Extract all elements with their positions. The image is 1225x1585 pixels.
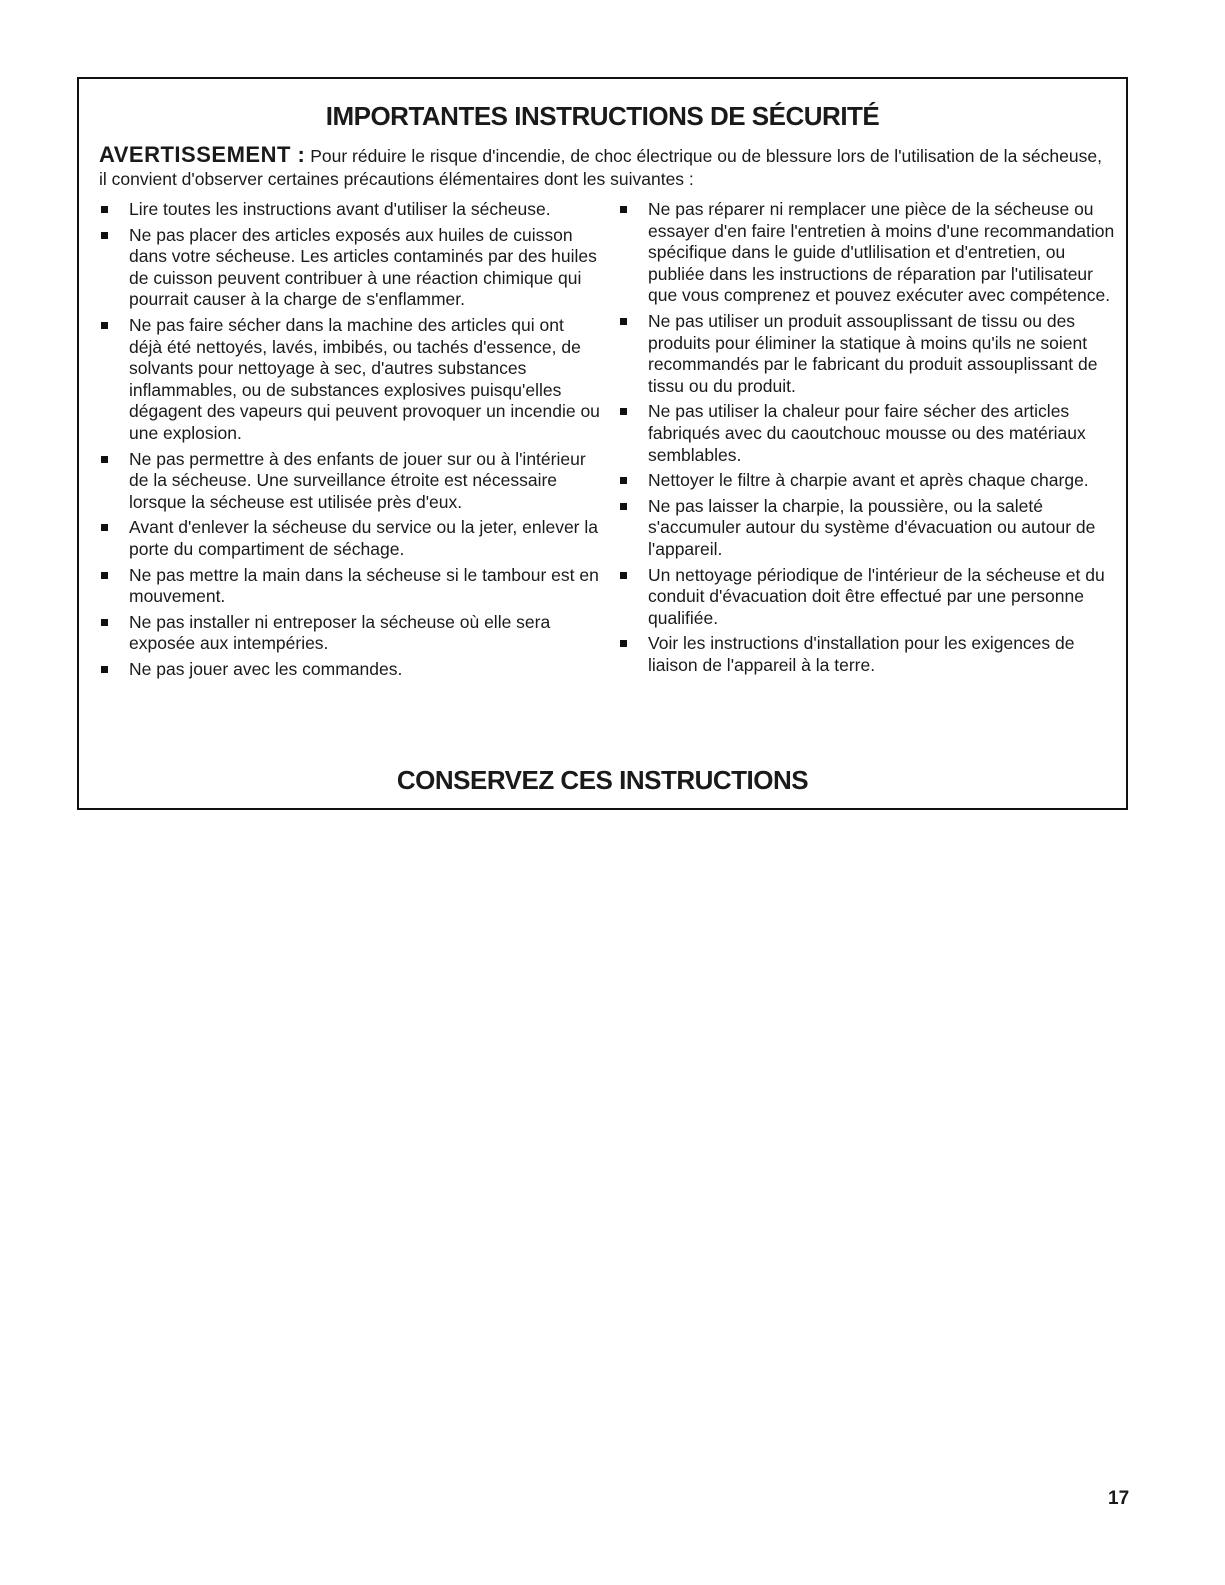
instruction-item <box>620 565 1120 630</box>
square-bullet-icon <box>620 640 627 647</box>
square-bullet-icon <box>620 408 627 415</box>
instruction-item <box>101 517 601 560</box>
instruction-text: Ne pas jouer avec les commandes. <box>129 658 403 679</box>
instruction-text: Ne pas utiliser un produit assouplissant de tissu ou des produits pour éliminer la statique à moins qu'ils ne soient recommandés par le fabricant du produit assouplissant de tissu ou du produit. <box>648 310 1098 396</box>
instruction-text: Avant d'enlever la sécheuse du service ou la jeter, enlever la porte du compartiment de séchage. <box>129 517 598 559</box>
square-bullet-icon <box>101 232 108 239</box>
right-instructions-list <box>620 199 1120 680</box>
instruction-text: Lire toutes les instructions avant d'utiliser la sécheuse. <box>129 199 551 219</box>
instruction-item <box>620 496 1120 561</box>
left-instructions-list <box>101 199 601 684</box>
warning-paragraph <box>99 143 1106 191</box>
instruction-item <box>101 225 601 311</box>
instruction-item <box>620 633 1120 676</box>
square-bullet-icon <box>620 318 627 325</box>
instruction-item <box>101 612 601 655</box>
instruction-text: Ne pas laisser la charpie, la poussière, ou la saleté s'accumuler autour du système d'évacuation ou autour de l'appareil. <box>648 495 1096 559</box>
instruction-item <box>620 401 1120 466</box>
square-bullet-icon <box>101 322 108 329</box>
instruction-item <box>101 449 601 514</box>
instruction-text: Ne pas permettre à des enfants de jouer sur ou à l'intérieur de la sécheuse. Une surveillance étroite est nécessaire lorsque la sécheuse est utilisée près d'eux. <box>129 448 586 512</box>
instruction-text: Ne pas réparer ni remplacer une pièce de la sécheuse ou essayer d'en faire l'entretien à moins d'une recommandation spécifique dans le guide d'utlilisation et d'entretien, ou publiée dans les instructions de réparation par l'utilisateur que vous comprenez et pouvez exécuter avec compétence. <box>648 199 1115 306</box>
instruction-item <box>101 315 601 445</box>
instruction-text: Ne pas placer des articles exposés aux huiles de cuisson dans votre sécheuse. Les articles contaminés par des huiles de cuisson peuvent contribuer à une réaction chimique qui pourrait causer à la charge de s'enflammer. <box>129 224 597 310</box>
square-bullet-icon <box>101 206 108 213</box>
warning-text: Pour réduire le risque d'incendie, de choc électrique ou de blessure lors de l'utilisation de la sécheuse, il convient d'observer certaines précautions élémentaires dont les suivantes : <box>99 146 1102 189</box>
instruction-item <box>101 659 601 681</box>
warning-label: AVERTISSEMENT : <box>99 142 306 167</box>
instruction-text: Nettoyer le filtre à charpie avant et après chaque charge. <box>648 470 1089 491</box>
instruction-item <box>620 199 1120 307</box>
instruction-text: Ne pas installer ni entreposer la sécheuse où elle sera exposée aux intempéries. <box>129 611 551 654</box>
square-bullet-icon <box>620 572 627 579</box>
save-instructions-title: CONSERVEZ CES INSTRUCTIONS <box>396 765 809 795</box>
square-bullet-icon <box>101 456 108 463</box>
square-bullet-icon <box>620 503 627 510</box>
square-bullet-icon <box>101 572 108 579</box>
instruction-text: Voir les instructions d'installation pour les exigences de liaison de l'appareil à la terre. <box>648 633 1075 675</box>
square-bullet-icon <box>620 206 627 213</box>
instruction-text: Ne pas mettre la main dans la sécheuse si le tambour est en mouvement. <box>129 564 599 607</box>
instruction-item <box>101 565 601 608</box>
instruction-item <box>620 311 1120 397</box>
square-bullet-icon <box>101 619 108 626</box>
instruction-item <box>620 470 1120 492</box>
square-bullet-icon <box>101 666 108 673</box>
safety-instructions-box <box>77 77 1128 810</box>
instruction-item <box>101 199 601 221</box>
square-bullet-icon <box>620 477 627 484</box>
page-number: 17 <box>1108 1488 1130 1509</box>
instruction-text: Ne pas faire sécher dans la machine des articles qui ont déjà été nettoyés, lavés, imbibés, ou tachés d'essence, de solvants pour nettoyage à sec, d'autres substances inflammables, ou de substances explosives puisqu'elles dégagent des vapeurs qui peuvent provoquer un incendie ou une explosion. <box>129 314 600 443</box>
safety-title: IMPORTANTES INSTRUCTIONS DE SÉCURITÉ <box>325 101 880 131</box>
instruction-text: Un nettoyage périodique de l'intérieur de la sécheuse et du conduit d'évacuation doit être effectué par une personne qualifiée. <box>648 564 1105 628</box>
instruction-text: Ne pas utiliser la chaleur pour faire sécher des articles fabriqués avec du caoutchouc mousse ou des matériaux semblables. <box>648 401 1086 465</box>
square-bullet-icon <box>101 524 108 531</box>
